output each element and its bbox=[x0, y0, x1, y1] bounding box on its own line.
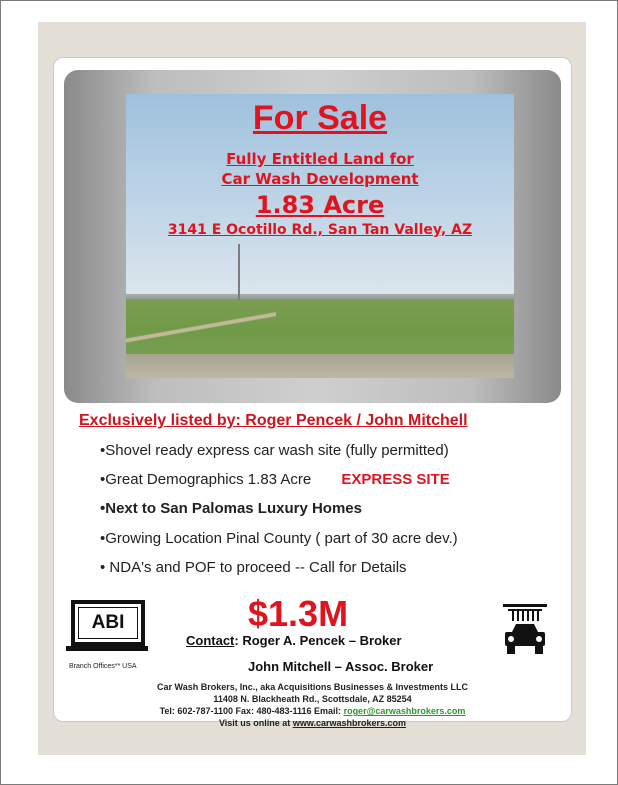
footer-visit-prefix: Visit us online at bbox=[218, 718, 293, 728]
photo-band bbox=[64, 70, 561, 403]
abi-logo-text: ABI bbox=[78, 607, 138, 639]
photo-radio-tower bbox=[238, 244, 240, 300]
footer-website-link[interactable]: www.carwashbrokers.com bbox=[292, 718, 407, 728]
property-address: 3141 E Ocotillo Rd., San Tan Valley, AZ bbox=[167, 222, 473, 238]
bullet-luxury-homes: •Next to San Palomas Luxury Homes bbox=[100, 500, 362, 517]
footer-address: 11408 N. Blackheath Rd., Scottsdale, AZ 85254 bbox=[213, 694, 412, 704]
footer-email-link[interactable]: roger@carwashbrokers.com bbox=[343, 706, 466, 716]
listed-by-heading: Exclusively listed by: Roger Pencek / John Mitchell bbox=[79, 412, 468, 429]
footer-contact-line bbox=[54, 706, 571, 716]
for-sale-title: For Sale bbox=[252, 99, 388, 137]
bullet-growing-location: •Growing Location Pinal County ( part of 30 acre dev.) bbox=[100, 530, 458, 547]
bullet-demographics: •Great Demographics 1.83 Acre bbox=[100, 471, 312, 488]
car-wash-development-line: Car Wash Development bbox=[221, 170, 419, 188]
contact-secondary: John Mitchell – Assoc. Broker bbox=[248, 659, 434, 674]
express-site-tag: EXPRESS SITE bbox=[341, 471, 450, 488]
vacant-land-photo bbox=[126, 94, 514, 378]
photo-dirt-path bbox=[126, 306, 276, 346]
abi-logo-base bbox=[66, 646, 148, 651]
asking-price: $1.3M bbox=[248, 593, 349, 634]
photo-road bbox=[126, 354, 514, 378]
contact-label: Contact bbox=[186, 633, 235, 648]
bullet-shovel-ready: •Shovel ready express car wash site (fully permitted) bbox=[100, 442, 449, 459]
entitled-land-line: Fully Entitled Land for bbox=[226, 150, 414, 168]
abi-logo bbox=[71, 600, 145, 646]
footer-company: Car Wash Brokers, Inc., aka Acquisitions Businesses & Investments LLC bbox=[157, 682, 468, 692]
acreage-heading: 1.83 Acre bbox=[255, 191, 385, 219]
sale-flyer bbox=[53, 57, 572, 728]
bullet-nda-pof: • NDA's and POF to proceed -- Call for Details bbox=[100, 559, 407, 576]
footer-visit-line bbox=[54, 718, 571, 728]
contact-primary-name: : Roger A. Pencek – Broker bbox=[234, 633, 402, 648]
footer-phones: Tel: 602-787-1100 Fax: 480-483-1116 Email: bbox=[159, 706, 344, 716]
abi-logo-caption: Branch Offices** USA bbox=[69, 663, 137, 670]
bullet-demographics-row bbox=[100, 471, 450, 488]
car-wash-icon bbox=[500, 602, 550, 660]
contact-primary bbox=[186, 633, 402, 648]
